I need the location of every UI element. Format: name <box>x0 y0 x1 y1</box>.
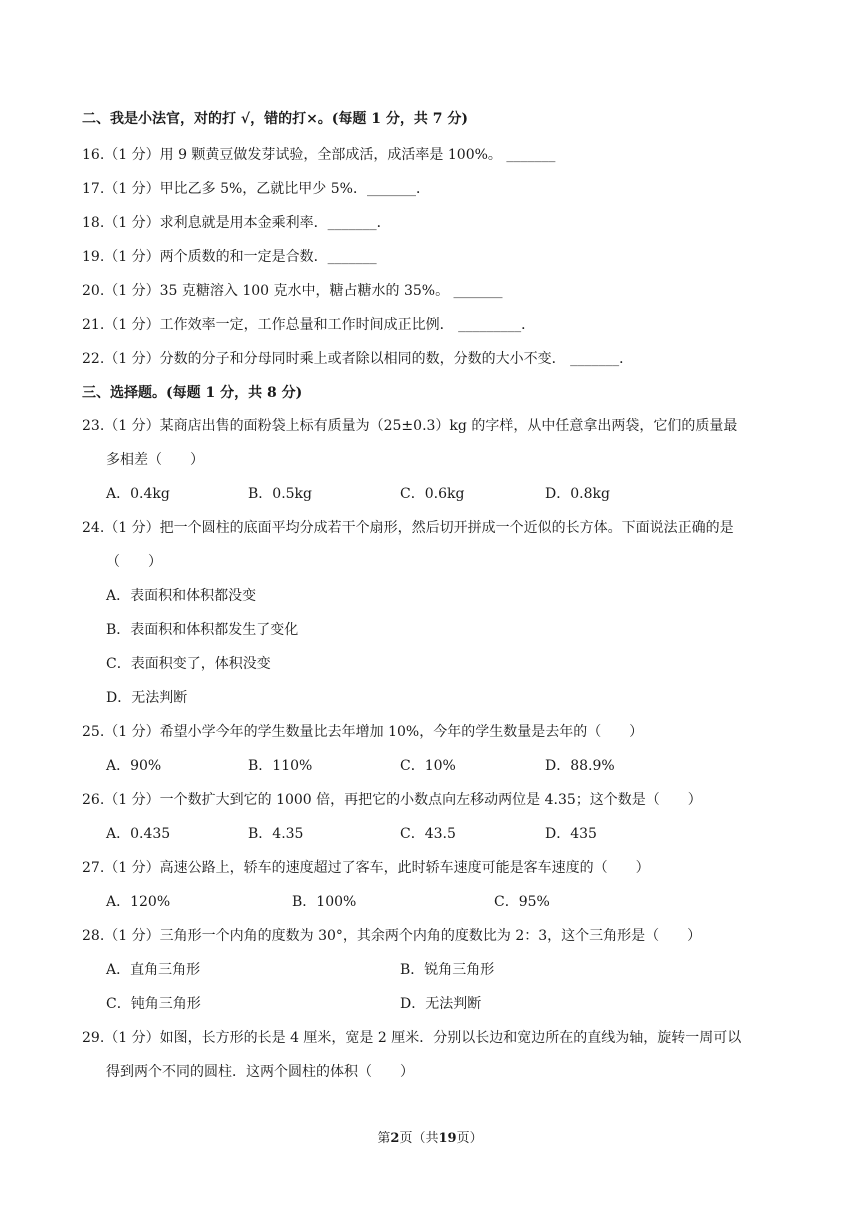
q28-option-c: C．钝角三角形 <box>106 996 201 1012</box>
question-18: 18.（1 分）求利息就是用本金乘利率．_______． <box>82 215 391 231</box>
q28-option-a: A．直角三角形 <box>106 962 201 978</box>
q24-option-c: C．表面积变了，体积没变 <box>106 656 271 672</box>
footer-prefix: 第 <box>377 1131 391 1146</box>
question-23-line1: 23.（1 分）某商店出售的面粉袋上标有质量为（25±0.3）kg 的字样，从中任意拿出两袋，它们的质量最 <box>82 418 738 434</box>
question-26: 26.（1 分）一个数扩大到它的 1000 倍，再把它的小数点向左移动两位是 4.35；这个数是（ ） <box>82 792 702 808</box>
question-29-line2: 得到两个不同的圆柱．这两个圆柱的体积（ ） <box>106 1064 414 1080</box>
q27-option-b: B．100% <box>292 894 357 910</box>
q24-option-a: A．表面积和体积都没变 <box>106 588 257 604</box>
q26-option-a: A．0.435 <box>106 826 171 842</box>
question-20: 20.（1 分）35 克糖溶入 100 克水中，糖占糖水的 35%。 _______ <box>82 283 503 299</box>
question-24-line2: （ ） <box>106 554 162 570</box>
q23-option-c: C．0.6kg <box>400 486 465 502</box>
question-16: 16.（1 分）用 9 颗黄豆做发芽试验，全部成活，成活率是 100%。 _______ <box>82 147 556 163</box>
question-28: 28.（1 分）三角形一个内角的度数为 30°，其余两个内角的度数比为 2：3，这个三角形是（ ） <box>82 928 702 944</box>
section-heading-multiple-choice: 三、选择题。(每题 1 分，共 8 分) <box>82 385 303 401</box>
question-17: 17.（1 分）甲比乙多 5%，乙就比甲少 5%．_______． <box>82 181 430 197</box>
q25-option-a: A．90% <box>106 758 162 774</box>
q24-option-b: B．表面积和体积都发生了变化 <box>106 622 299 638</box>
question-21: 21.（1 分）工作效率一定，工作总量和工作时间成正比例． _________． <box>82 317 536 333</box>
question-29-line1: 29.（1 分）如图，长方形的长是 4 厘米，宽是 2 厘米．分别以长边和宽边所在的直线为轴，旋转一周可以 <box>82 1030 742 1046</box>
q28-option-b: B．锐角三角形 <box>400 962 495 978</box>
question-24-line1: 24.（1 分）把一个圆柱的底面平均分成若干个扇形，然后切开拼成一个近似的长方体。下面说法正确的是 <box>82 520 734 536</box>
q27-option-a: A．120% <box>106 894 171 910</box>
question-19: 19.（1 分）两个质数的和一定是合数．_______ <box>82 249 377 265</box>
question-23-line2: 多相差（ ） <box>106 452 204 468</box>
page-footer <box>0 1130 860 1148</box>
footer-middle: 页（共 <box>399 1131 439 1146</box>
q23-option-a: A．0.4kg <box>106 486 170 502</box>
footer-total-pages: 19 <box>438 1131 457 1146</box>
q23-option-b: B．0.5kg <box>248 486 312 502</box>
q25-option-b: B．110% <box>248 758 313 774</box>
q27-option-c: C．95% <box>494 894 550 910</box>
footer-page-number: 2 <box>390 1131 400 1146</box>
question-25: 25.（1 分）希望小学今年的学生数量比去年增加 10%，今年的学生数量是去年的（ ） <box>82 724 644 740</box>
q25-option-c: C．10% <box>400 758 456 774</box>
question-22: 22.（1 分）分数的分子和分母同时乘上或者除以相同的数，分数的大小不变． _______． <box>82 351 634 367</box>
q23-option-d: D．0.8kg <box>545 486 610 502</box>
q28-option-d: D．无法判断 <box>400 996 482 1012</box>
q26-option-d: D．435 <box>545 826 597 842</box>
footer-suffix: 页） <box>456 1131 483 1146</box>
q26-option-b: B．4.35 <box>248 826 304 842</box>
question-27: 27.（1 分）高速公路上，轿车的速度超过了客车，此时轿车速度可能是客车速度的（ ） <box>82 860 650 876</box>
q24-option-d: D．无法判断 <box>106 690 188 706</box>
section-heading-true-false: 二、我是小法官，对的打 √，错的打×。(每题 1 分，共 7 分) <box>82 111 469 127</box>
q26-option-c: C．43.5 <box>400 826 456 842</box>
q25-option-d: D．88.9% <box>545 758 615 774</box>
